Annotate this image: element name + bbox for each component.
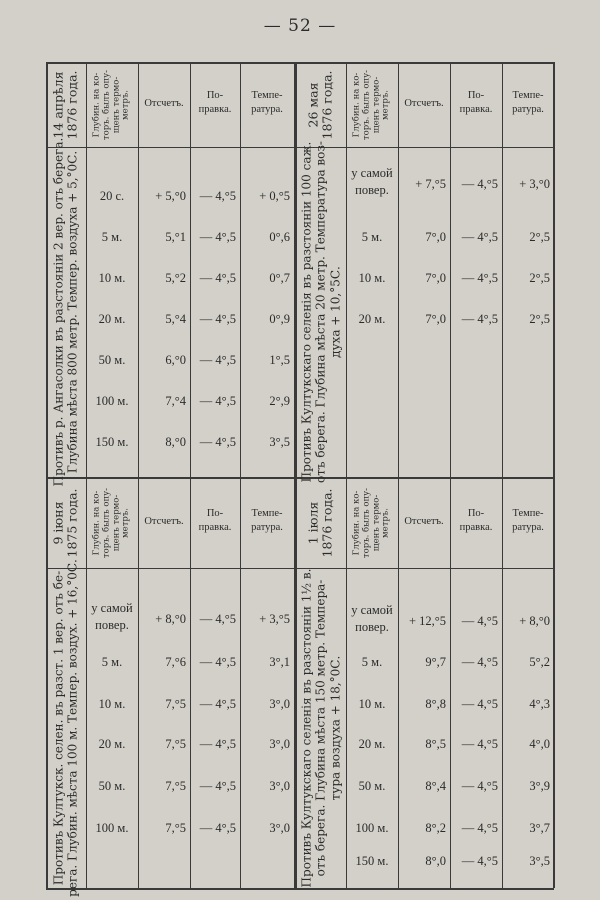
location-line: отъ берега. Глубина мѣста 20 метр. Температура воз- (313, 141, 328, 483)
depth-cell: 5 м. (101, 230, 123, 244)
depth-cell: 10 м. (358, 697, 386, 711)
reading-cell: 7,°5 (165, 821, 186, 835)
reading-cell: 7,°5 (165, 779, 186, 793)
table-border-right (553, 62, 555, 888)
depth-cell: 150 м. (95, 435, 129, 449)
depth-cell: 100 м. (355, 821, 389, 835)
table-border-top (46, 62, 554, 64)
correction-cell: — 4°,5 (199, 353, 236, 367)
column-rule (190, 62, 191, 888)
temperature-cell: + 0,°5 (259, 189, 290, 203)
correction-cell: — 4°,5 (199, 779, 236, 793)
depth-cell: 5 м. (361, 230, 383, 244)
date-line: 1876 года. (320, 70, 335, 139)
reading-cell: + 8,°0 (155, 612, 186, 626)
depth-header-line: торъ. былъ опу- (101, 69, 112, 140)
temperature-cell: 3°,9 (529, 779, 550, 793)
temperature-cell: 2°,5 (529, 230, 550, 244)
temperature-cell: 3°,7 (529, 821, 550, 835)
date-line: 1875 года. (65, 488, 80, 557)
reading-header: Отсчетъ. (144, 515, 184, 527)
correction-cell: — 4°,5 (199, 312, 236, 326)
location-line: Глубина мѣста 800 метр. Темпер. воздуха + 5,°0С. (66, 150, 80, 474)
depth-cell: 50 м. (98, 353, 126, 367)
location-line: Противъ Култукскаго селенія въ разстояніи 100 саж. (299, 141, 314, 483)
temperature-cell: 3°,0 (269, 779, 290, 793)
depth-header-line: торъ. былъ опу- (361, 487, 372, 558)
correction-cell: — 4°,5 (199, 655, 236, 669)
location-description (299, 141, 342, 483)
location-line: Противъ Култукскаго селенія въ разстояніи 1½ в. (299, 568, 314, 888)
depth-header-line: метръ. (120, 89, 131, 120)
observation-date (52, 488, 81, 557)
reading-cell: 5,°4 (165, 312, 186, 326)
depth-header (352, 69, 391, 139)
correction-cell: — 4,°5 (461, 779, 498, 793)
correction-cell: — 4,°5 (461, 655, 498, 669)
temperature-cell: 1°,5 (269, 353, 290, 367)
correction-cell: — 4,°5 (461, 614, 498, 628)
depth-cell: у самой повер. (351, 166, 393, 197)
depth-header-line: Глубин. на ко- (351, 490, 362, 555)
temperature-header (240, 507, 294, 535)
depth-cell: 100 м. (95, 821, 129, 835)
correction-cell: — 4°,5 (199, 737, 236, 751)
correction-cell: — 4,°5 (461, 737, 498, 751)
correction-header-line: правка. (198, 103, 232, 115)
depth-cell: у самой повер. (351, 603, 393, 634)
temperature-header-line: ратура. (512, 521, 544, 533)
temperature-cell: 0°,9 (269, 312, 290, 326)
temperature-header-line: Темпе- (251, 507, 283, 519)
temperature-cell: 3°,0 (269, 697, 290, 711)
depth-cell: 5 м. (361, 655, 383, 669)
reading-cell: 7,°5 (165, 697, 186, 711)
temperature-cell: 3°,0 (269, 821, 290, 835)
depth-cell: 20 м. (98, 737, 126, 751)
reading-cell: 8°,4 (425, 779, 446, 793)
temperature-cell: 3°,1 (269, 655, 290, 669)
temperature-header (502, 507, 554, 535)
correction-header-line: По- (467, 89, 485, 101)
depth-cell: 150 м. (355, 854, 389, 868)
depth-header-line: Глубин. на ко- (351, 72, 362, 137)
temperature-header-line: Темпе- (512, 89, 544, 101)
correction-header-line: По- (206, 89, 224, 101)
correction-cell: — 4,°5 (461, 854, 498, 868)
temperature-cell: 3°,5 (269, 435, 290, 449)
temperature-cell: 4°,0 (529, 737, 550, 751)
date-line: 1 іюля (305, 501, 321, 544)
temperature-cell: 2°,9 (269, 394, 290, 408)
correction-cell: — 4,°5 (461, 177, 498, 191)
depth-header-line: торъ. былъ опу- (361, 69, 372, 140)
correction-cell: — 4,°5 (199, 612, 236, 626)
correction-cell: — 4,°5 (461, 697, 498, 711)
correction-cell: — 4°,5 (199, 435, 236, 449)
temperature-cell: 3°,0 (269, 737, 290, 751)
reading-header: Отсчетъ. (404, 97, 444, 109)
depth-header-line: метръ. (120, 507, 131, 538)
observation-date (307, 70, 336, 139)
correction-header (450, 89, 502, 117)
location-line: отъ берега. Глубина мѣста 150 метр. Темпера- (313, 579, 328, 877)
reading-header: Отсчетъ. (144, 97, 184, 109)
reading-cell: 7,°6 (165, 655, 186, 669)
temperature-header-line: Темпе- (251, 89, 283, 101)
depth-header (92, 487, 131, 557)
reading-cell: 8°,2 (425, 821, 446, 835)
location-description (52, 138, 81, 487)
depth-cell: 20 м. (98, 312, 126, 326)
correction-header-line: По- (467, 507, 485, 519)
column-rule (86, 62, 87, 888)
reading-cell: 7°,0 (425, 230, 446, 244)
depth-header-line: метръ. (380, 507, 391, 538)
reading-cell: 8°,5 (425, 737, 446, 751)
depth-cell: 20 м. (358, 312, 386, 326)
depth-cell: 100 м. (95, 394, 129, 408)
depth-header-line: щенъ термо- (111, 494, 121, 551)
reading-cell: 7°,0 (425, 271, 446, 285)
date-line: 26 мая (305, 82, 321, 127)
temperature-cell: 4°,3 (529, 697, 550, 711)
reading-cell: + 12,°5 (408, 614, 446, 628)
location-description (299, 569, 342, 888)
reading-cell: + 5,°0 (155, 189, 186, 203)
temperature-cell: 2°,5 (529, 312, 550, 326)
depth-cell: 5 м. (101, 655, 123, 669)
correction-cell: — 4°,5 (199, 697, 236, 711)
temperature-header (240, 89, 294, 117)
temperature-cell: 3°,5 (529, 854, 550, 868)
reading-cell: 7,°5 (165, 737, 186, 751)
temperature-cell: + 8,°0 (519, 614, 550, 628)
location-line: Противъ р. Ангасолки въ разстояніи 2 вер. отъ берега. (51, 137, 66, 487)
temperature-cell: + 3,°5 (259, 612, 290, 626)
observation-date (52, 70, 81, 139)
correction-cell: — 4°,5 (461, 271, 498, 285)
reading-cell: 8°,0 (425, 854, 446, 868)
reading-cell: + 7,°5 (415, 177, 446, 191)
reading-cell: 8°,8 (425, 697, 446, 711)
date-line: 1876 года. (320, 488, 335, 557)
depth-header (352, 487, 391, 557)
reading-cell: 6,°0 (165, 353, 186, 367)
location-line: духа + 10,°5С. (328, 266, 343, 358)
location-description (52, 559, 81, 897)
reading-cell: 7,°4 (165, 394, 186, 408)
location-line: Противъ Култукск. селен. въ разст. 1 вер. отъ бе- (51, 570, 66, 886)
depth-header-line: Глубин. на ко- (91, 490, 102, 555)
reading-cell: 8,°0 (165, 435, 186, 449)
correction-header-line: правка. (459, 103, 493, 115)
location-line: тура воздуха + 18,°0С. (328, 655, 343, 801)
reading-cell: 9°,7 (425, 655, 446, 669)
table-divider-center-2 (296, 62, 297, 888)
depth-header-line: щенъ термо- (371, 76, 381, 133)
correction-cell: — 4°,5 (199, 230, 236, 244)
correction-header (450, 507, 502, 535)
correction-cell: — 4°,5 (199, 394, 236, 408)
temperature-cell: 5°,2 (529, 655, 550, 669)
correction-cell: — 4°,5 (461, 230, 498, 244)
temperature-header (502, 89, 554, 117)
depth-header-line: метръ. (380, 89, 391, 120)
temperature-header-line: Темпе- (512, 507, 544, 519)
depth-cell: 50 м. (358, 779, 386, 793)
correction-cell: — 4°,5 (461, 312, 498, 326)
depth-cell: у самой повер. (91, 601, 133, 632)
correction-header-line: По- (206, 507, 224, 519)
table-border-left (46, 62, 48, 888)
correction-header (190, 507, 240, 535)
temperature-header-line: ратура. (251, 103, 283, 115)
correction-cell: — 4,°5 (461, 821, 498, 835)
correction-header-line: правка. (459, 521, 493, 533)
correction-cell: — 4°,5 (199, 821, 236, 835)
depth-header-line: щенъ термо- (371, 494, 381, 551)
page-number: — 52 — (263, 16, 337, 36)
depth-cell: 10 м. (358, 271, 386, 285)
reading-cell: 7°,0 (425, 312, 446, 326)
date-line: 1876 года. (65, 70, 80, 139)
correction-cell: — 4,°5 (199, 189, 236, 203)
column-rule (138, 62, 139, 888)
depth-header (92, 69, 131, 139)
reading-cell: 5,°1 (165, 230, 186, 244)
table-border-bottom (46, 888, 554, 890)
correction-header-line: правка. (198, 521, 232, 533)
reading-header: Отсчетъ. (404, 515, 444, 527)
column-rule (240, 62, 241, 888)
temperature-header-line: ратура. (512, 103, 544, 115)
depth-cell: 20 с. (99, 189, 125, 203)
reading-cell: 5,°2 (165, 271, 186, 285)
temperature-header-line: ратура. (251, 521, 283, 533)
correction-cell: — 4°,5 (199, 271, 236, 285)
depth-header-line: Глубин. на ко- (91, 72, 102, 137)
depth-cell: 50 м. (98, 779, 126, 793)
observation-date (307, 488, 336, 557)
depth-header-line: торъ. былъ опу- (101, 487, 112, 558)
depth-cell: 10 м. (98, 697, 126, 711)
depth-header-line: щенъ термо- (111, 76, 121, 133)
date-line: 9 іюня (50, 500, 66, 545)
temperature-cell: 2°,5 (529, 271, 550, 285)
correction-header (190, 89, 240, 117)
location-line: рега. Глубин. мѣста 100 м. Темпер. воздух. + 16,°0С. (66, 559, 80, 897)
depth-cell: 20 м. (358, 737, 386, 751)
temperature-cell: 0°,7 (269, 271, 290, 285)
temperature-cell: + 3,°0 (519, 177, 550, 191)
date-line: 14 апрѣля (50, 70, 66, 139)
depth-cell: 10 м. (98, 271, 126, 285)
temperature-cell: 0°,6 (269, 230, 290, 244)
